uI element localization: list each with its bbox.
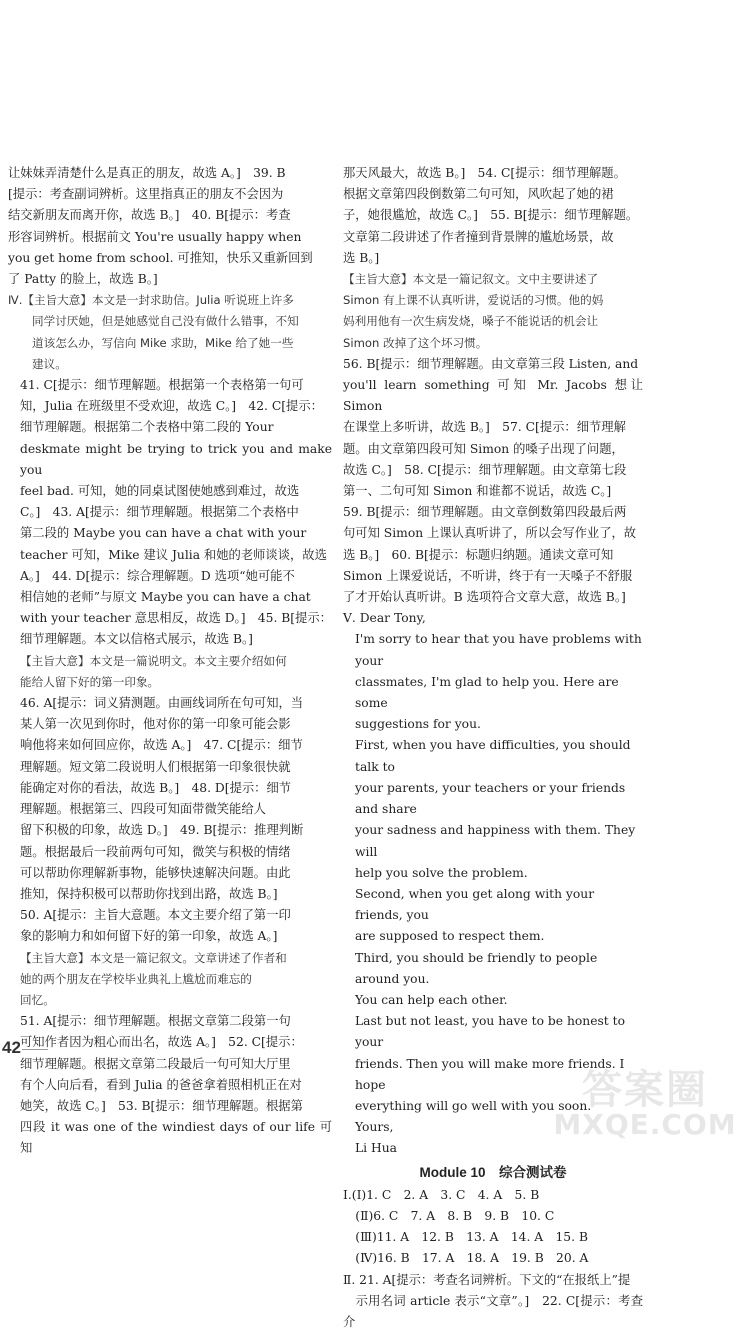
- answer-line: (Ⅲ)11. A 12. B 13. A 14. A 15. B: [343, 1230, 588, 1245]
- text-line: 题。根据最后一段前两句可知，微笑与积极的情绪: [20, 844, 291, 859]
- text-line: 响他将来如何回应你，故选 A。] 47. C[提示：细节: [20, 738, 303, 753]
- text-line: 可以帮助你理解新事物，能够快速解决问题。由此: [20, 865, 291, 880]
- text-line: 相信她的老师”与原文 Maybe you can have a chat: [20, 590, 311, 605]
- letter-line: help you solve the problem.: [355, 865, 528, 880]
- letter-line: suggestions for you.: [355, 717, 481, 732]
- letter-line: Yours,: [355, 1120, 394, 1135]
- text-line: feel bad. 可知，她的同桌试图使她感到难过，故选: [20, 484, 300, 499]
- text-line: 了才开始认真听讲。B 选项符合文章大意，故选 B。]: [343, 590, 626, 605]
- footer-divider: [22, 1049, 48, 1050]
- text-line: 同学讨厌她，但是她感觉自己没有做什么错事，不知: [32, 314, 299, 329]
- text-line: Simon 有上课不认真听讲，爱说话的习惯。他的妈: [343, 293, 604, 308]
- module-title: Module 10 综合测试卷: [419, 1164, 567, 1180]
- text-line: 建议。: [32, 356, 67, 371]
- text-line: 故选 C。] 58. C[提示：细节理解题。由文章第七段: [343, 462, 627, 477]
- text-line: 推知，保持积极可以帮助你找到出路，故选 B。]: [20, 886, 278, 901]
- watermark-logo-text: 答案圈: [582, 1067, 708, 1113]
- text-line: 知，Julia 在班级里不受欢迎，故选 C。] 42. C[提示：: [20, 399, 323, 414]
- left-column-lines: [8, 163, 332, 1160]
- text-line: 留下积极的印象，故选 D。] 49. B[提示：推理判断: [20, 823, 304, 838]
- text-line: 选 B。] 60. B[提示：标题归纳题。通读文章可知: [343, 547, 614, 562]
- letter-line: Last but not least, you have to be honest to your: [355, 1014, 625, 1050]
- letter-line: Second, when you get along with your friends, you: [355, 886, 595, 923]
- text-line: 能给人留下好的第一印象。: [20, 674, 160, 689]
- text-line: 子，她很尴尬，故选 C。] 55. B[提示：细节理解题。: [343, 208, 639, 223]
- text-line: 51. A[提示：细节理解题。根据文章第二段第一句: [20, 1014, 291, 1029]
- text-line: 结交新朋友而离开你，故选 B。] 40. B[提示：考查: [8, 208, 291, 223]
- text-line: 细节理解题。根据第二个表格中第二段的 Your: [20, 420, 274, 435]
- text-line: 道该怎么办，写信向 Mike 求助，Mike 给了她一些: [32, 335, 294, 350]
- text-line: 四段 it was one of the windiest days of our life 可知: [20, 1120, 332, 1156]
- watermark-logo: [545, 1058, 745, 1146]
- text-line: 象的影响力和如何留下好的第一印象，故选 A。]: [20, 929, 278, 944]
- text-line: 她的两个朋友在学校毕业典礼上尴尬而难忘的: [20, 971, 252, 986]
- text-line: 有个人向后看，看到 Julia 的爸爸拿着照相机正在对: [20, 1077, 302, 1092]
- text-line: 第二段的 Maybe you can have a chat with your: [20, 526, 307, 541]
- text-line: 了 Patty 的脸上，故选 B。]: [8, 272, 158, 287]
- watermark-logo-url: MXQE.COM: [553, 1108, 737, 1141]
- text-line: deskmate might be trying to trick you and make you: [20, 441, 332, 477]
- text-line: 文章第二段讲述了作者撞到背景牌的尴尬场景，故: [343, 229, 614, 244]
- text-line: 形容词辨析。根据前文 You're usually happy when: [8, 229, 302, 244]
- text-line: 56. B[提示：细节理解题。由文章第三段 Listen, and: [343, 356, 639, 371]
- letter-line: Third, you should be friendly to people around you.: [355, 950, 598, 986]
- text-line: 细节理解题。本文以信格式展示，故选 B。]: [20, 632, 253, 647]
- letter-line: your sadness and happiness with them. They will: [355, 823, 636, 859]
- text-line: 根据文章第四段倒数第二句可知，风吹起了她的裙: [343, 187, 614, 202]
- text-line: Simon 上课爱说话，不听讲，终于有一天嗓子不舒服: [343, 568, 633, 583]
- text-line: 50. A[提示：主旨大意题。本文主要介绍了第一印: [20, 908, 291, 923]
- text-line: 她笑，故选 C。] 53. B[提示：细节理解题。根据第: [20, 1098, 303, 1113]
- letter-line: classmates, I'm glad to help you. Here are some: [355, 674, 619, 711]
- text-line: 第一、二句可知 Simon 和谁都不说话，故选 C。]: [343, 484, 612, 499]
- text-line: C。] 43. A[提示：细节理解题。根据第二个表格中: [20, 505, 299, 520]
- answer-line: (Ⅱ)6. C 7. A 8. B 9. B 10. C: [343, 1208, 555, 1223]
- right-column-lines: [343, 163, 643, 608]
- text-line: 理解题。短文第二段说明人们根据第一印象很快就: [20, 759, 291, 774]
- answer-line: (Ⅳ)16. B 17. A 18. A 19. B 20. A: [343, 1251, 589, 1266]
- text-line: 能确定对你的看法，故选 B。] 48. D[提示：细节: [20, 780, 292, 795]
- text-line: you get home from school. 可推知，快乐又重新回到: [8, 250, 313, 265]
- text-line: 【主旨大意】本文是一篇说明文。本文主要介绍如何: [20, 653, 287, 668]
- text-line: 细节理解题。根据文章第二段最后一句可知大厅里: [20, 1056, 291, 1071]
- letter-line: First, when you have difficulties, you should talk to: [355, 738, 631, 774]
- text-line: 那天风最大，故选 B。] 54. C[提示：细节理解题。: [343, 166, 626, 180]
- left-column: [8, 163, 332, 1160]
- text-line: 41. C[提示：细节理解题。根据第一个表格第一句可: [20, 378, 304, 393]
- right-column: [343, 163, 643, 1333]
- text-line: 在课堂上多听讲，故选 B。] 57. C[提示：细节理解: [343, 420, 626, 435]
- text-line: 让妹妹弄清楚什么是真正的朋友，故选 A。] 39. B: [8, 166, 286, 180]
- letter-line: You can help each other.: [355, 992, 508, 1007]
- letter-line: Li Hua: [355, 1141, 397, 1156]
- page-number: 42: [2, 1038, 21, 1057]
- text-line: 选 B。]: [343, 250, 380, 265]
- text-line: 【主旨大意】本文是一篇记叙文。文中主要讲述了: [343, 272, 599, 287]
- text-line: 59. B[提示：细节理解题。由文章倒数第四段最后两: [343, 505, 627, 520]
- text-line: 句可知 Simon 上课认真听讲了，所以会写作业了，故: [343, 526, 637, 541]
- text-line: teacher 可知，Mike 建议 Julia 和她的老师谈谈，故选: [20, 547, 327, 562]
- answer-line: 示用名词 article 表示“文章”。] 22. C[提示：考查介: [343, 1293, 643, 1329]
- text-line: you'll learn something 可知 Mr. Jacobs 想让 Simon: [343, 378, 643, 414]
- text-line: 回忆。: [20, 992, 55, 1007]
- text-line: Simon 改掉了这个坏习惯。: [343, 335, 488, 350]
- text-line: 妈利用他有一次生病发烧，嗓子不能说话的机会让: [343, 314, 599, 329]
- text-line: Ⅳ.【主旨大意】本文是一封求助信。Julia 听说班上许多: [8, 293, 294, 308]
- letter-line: everything will go well with you soon.: [355, 1098, 592, 1113]
- text-line: A。] 44. D[提示：综合理解题。D 选项“她可能不: [20, 568, 295, 583]
- text-line: 46. A[提示：词义猜测题。由画线词所在句可知，当: [20, 696, 304, 711]
- answer-list: [343, 1185, 643, 1333]
- letter-heading: Ⅴ. Dear Tony,: [343, 611, 426, 626]
- text-line: 题。由文章第四段可知 Simon 的嗓子出现了问题，: [343, 441, 624, 456]
- text-line: 理解题。根据第三、四段可知面带微笑能给人: [20, 802, 266, 817]
- text-line: 某人第一次见到你时，他对你的第一印象可能会影: [20, 717, 291, 732]
- answer-line: Ⅱ. 21. A[提示：考查名词辨析。下文的“在报纸上”提: [343, 1272, 631, 1287]
- text-line: [提示：考查副词辨析。这里指真正的朋友不会因为: [8, 187, 284, 202]
- letter-line: your parents, your teachers or your friends and share: [355, 780, 626, 817]
- text-line: with your teacher 意思相反，故选 D。] 45. B[提示：: [20, 611, 332, 626]
- answer-line: Ⅰ.(Ⅰ)1. C 2. A 3. C 4. A 5. B: [343, 1187, 540, 1202]
- text-line: 可知作者因为粗心而出名，故选 A。] 52. C[提示：: [20, 1035, 303, 1050]
- letter-line: are supposed to respect them.: [355, 929, 545, 944]
- text-line: 【主旨大意】本文是一篇记叙文。文章讲述了作者和: [20, 950, 287, 965]
- letter-line: I'm sorry to hear that you have problems with your: [355, 632, 642, 668]
- letter-line: friends. Then you will make more friends. I hope: [355, 1056, 625, 1092]
